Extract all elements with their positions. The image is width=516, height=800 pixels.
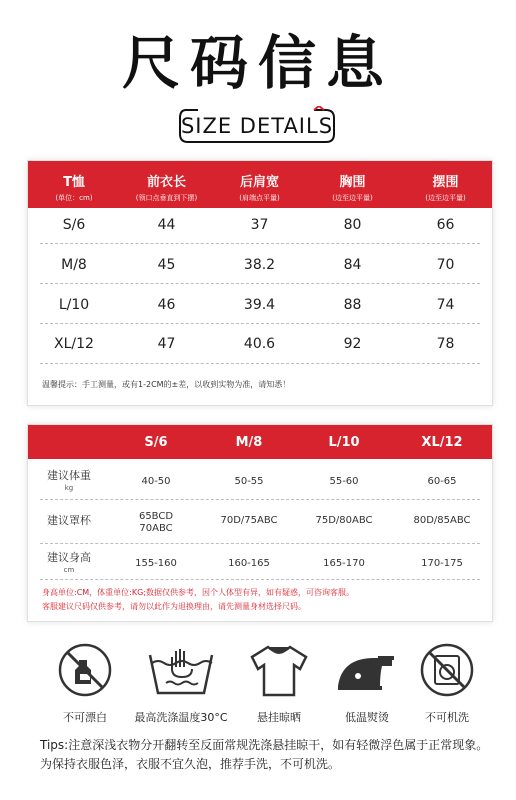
size-table-card [27, 160, 493, 406]
care-tips: Tips:注意深浅衣物分开翻转至反面常规洗涤悬挂晾干，如有轻微浮色属于正常现象。为保持衣服色泽，衣服不宜久泡，推荐手洗，不可机洗。 [40, 738, 489, 771]
row-divider [40, 579, 480, 580]
value-cell: 92 [343, 336, 362, 352]
header-label: 摆围 [432, 175, 459, 190]
value-cell: 66 [436, 217, 455, 233]
recommend-table-header [28, 425, 492, 459]
header-label: 前衣长 [146, 175, 186, 190]
value-cell: 70 [436, 257, 455, 273]
hang-dry-icon [248, 643, 310, 699]
header-label: L/10 [328, 435, 360, 450]
row-label-weight [28, 470, 110, 494]
row-label-height [28, 552, 110, 576]
row-divider [40, 283, 480, 284]
wash-30-icon [146, 645, 216, 697]
low-iron-icon [334, 648, 400, 694]
header-label: T恤 [63, 175, 85, 190]
recommend-table-card [27, 424, 493, 622]
care-label: 不可漂白 [63, 711, 107, 724]
page-title: 尺码信息 [121, 29, 394, 97]
header-label: 胸围 [339, 175, 366, 190]
value-cell: 155-160 [135, 558, 177, 569]
care-label: 最高洗涤温度30°C [134, 711, 228, 724]
no-machine-wash-icon [419, 642, 475, 698]
value-cell: 50-55 [234, 476, 264, 487]
value-cell: 65BCD 70ABC [138, 511, 174, 534]
header-cell-front-length [120, 171, 213, 203]
care-label: 不可机洗 [425, 711, 469, 724]
measurement-note: 温馨提示：手工测量，或有1-2CM的±差，以收到实物为准，请知悉！ [42, 380, 291, 389]
recommend-note: 身高单位:CM，体重单位:KG;数据仅供参考，因个人体型有异，如有疑惑，可咨询客服。 [42, 588, 355, 597]
value-cell: 74 [436, 297, 455, 313]
header-sublabel: (单位：cm) [55, 194, 93, 202]
row-label: 建议身高 [47, 551, 91, 564]
value-cell: 55-60 [329, 476, 359, 487]
care-label: 悬挂晾晒 [257, 711, 301, 724]
value-cell: 60-65 [427, 476, 457, 487]
value-cell: 160-165 [228, 558, 270, 569]
value-cell: 80 [343, 217, 362, 233]
header-label: M/8 [235, 435, 263, 450]
recommend-note: 客服建议尺码仅供参考，请勿以此作为退换理由，请先测量身材选择尺码。 [42, 602, 306, 611]
size-cell: XL/12 [54, 336, 94, 352]
header-label: S/6 [144, 435, 168, 450]
header-label: XL/12 [421, 435, 463, 450]
row-divider [40, 323, 480, 324]
value-cell: 40-50 [141, 476, 171, 487]
header-label: 后肩宽 [239, 175, 279, 190]
value-cell: 37 [250, 217, 269, 233]
header-cell-size [392, 435, 492, 450]
value-cell: 46 [157, 297, 176, 313]
size-table-header [28, 161, 492, 208]
value-cell: 84 [343, 257, 362, 273]
subtitle-badge [178, 106, 336, 146]
value-cell: 45 [157, 257, 176, 273]
header-sublabel: (领口点垂直到下摆) [135, 194, 198, 202]
row-divider [40, 543, 480, 544]
row-divider [40, 499, 480, 500]
value-cell: 165-170 [323, 558, 365, 569]
value-cell: 170-175 [421, 558, 463, 569]
size-cell: M/8 [61, 257, 87, 273]
header-cell-size [110, 435, 202, 450]
value-cell: 39.4 [243, 297, 276, 313]
row-divider [40, 243, 480, 244]
row-label-cup [28, 515, 110, 527]
header-sublabel: (边至边平量) [425, 194, 466, 202]
row-unit: kg [64, 484, 74, 492]
header-cell-chest [306, 171, 399, 203]
value-cell: 78 [436, 336, 455, 352]
row-label: 建议罩杯 [47, 514, 91, 527]
no-bleach-icon [57, 642, 113, 698]
page-subtitle: SIZE DETAILS [180, 114, 334, 138]
row-label: 建议体重 [47, 469, 91, 482]
value-cell: 44 [157, 217, 176, 233]
value-cell: 75D/80ABC [315, 515, 373, 526]
size-cell: S/6 [62, 217, 86, 233]
value-cell: 70D/75ABC [220, 515, 278, 526]
header-sublabel: (边至边平量) [332, 194, 373, 202]
care-label: 低温熨烫 [345, 711, 389, 724]
value-cell: 40.6 [243, 336, 276, 352]
row-unit: cm [63, 566, 75, 574]
header-cell-hem [399, 171, 492, 203]
value-cell: 88 [343, 297, 362, 313]
header-cell-size [202, 435, 296, 450]
value-cell: 47 [157, 336, 176, 352]
header-sublabel: (肩端点平量) [239, 194, 280, 202]
header-cell-size [296, 435, 392, 450]
header-cell-shoulder [213, 171, 306, 203]
value-cell: 38.2 [243, 257, 276, 273]
value-cell: 80D/85ABC [413, 515, 471, 526]
size-cell: L/10 [58, 297, 90, 313]
header-cell-tshirt [28, 171, 120, 203]
row-divider [40, 363, 480, 364]
